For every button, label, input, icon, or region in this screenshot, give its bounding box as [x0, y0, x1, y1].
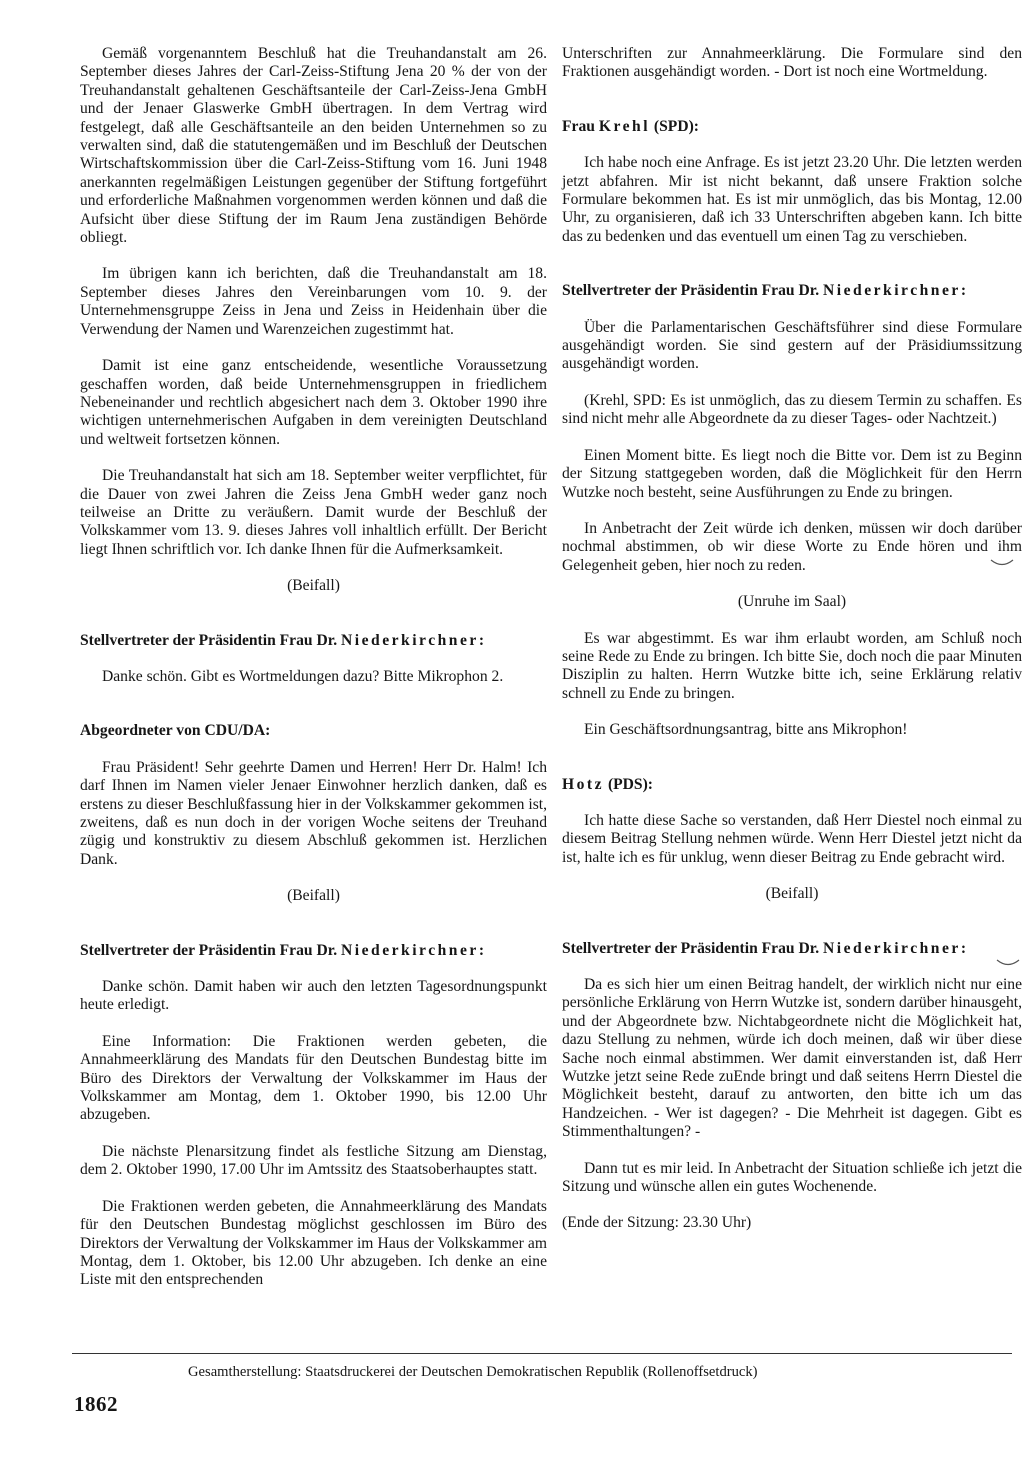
- speaker-name: Niederkirchner: [341, 631, 479, 649]
- speaker-heading: [80, 632, 547, 650]
- paragraph: Damit ist eine ganz entscheidende, wesentliche Voraussetzung geschaffen worden, daß beide Unternehmensgruppen in friedlichem Nebeneinander und rechtlich abgesichert nach dem 3. Oktober 1990 ihre wichtigen unternehmerischen Aufgaben in dem vereinigten Deutschland und weltweit fortsetzen können.: [80, 357, 547, 448]
- paragraph: Ein Geschäftsordnungsantrag, bitte ans Mikrophon!: [584, 721, 908, 739]
- paragraph-continued: Unterschriften zur Annahmeerklärung. Die Formulare sind den Fraktionen ausgehändigt worden. - Dort ist noch eine Wortmeldung.: [562, 45, 1022, 81]
- speaker-name: Niederkirchner: [823, 939, 961, 957]
- speaker-heading: [562, 118, 1022, 136]
- paragraph: Ich habe noch eine Anfrage. Es ist jetzt 23.20 Uhr. Die letzten werden jetzt abfahren. Mir ist nicht bekannt, daß unsere Fraktion solche Formulare bekommen hat. Es ist mir unmöglich, das bis Montag, 12.00 Uhr, zu organisieren, daß ich 33 Unterschriften abgeben kann. Ich bitte das zu bedenken und das eventuell um einen Tag zu verschieben.: [562, 154, 1022, 245]
- paragraph: Da es sich hier um einen Beitrag handelt, der wirklich nicht nur eine persönliche Erklärung von Herrn Wutzke ist, sondern darüber hinausgeht, und der Abgeordnete bzw. Nichtabgeordnete nicht die Möglichkeit hat, dazu Stellung zu nehmen, würde ich doch meinen, daß wir über diese Sache noch einmal abstimmen. Wer damit einverstanden ist, daß Herr Wutzke jetzt seine Rede zuEnde bringt und daß seitens Herrn Diestel die Möglichkeit besteht, darauf zu antworten, den bitte ich um das Handzeichen. - Wer ist dagegen? - Die Mehrheit ist dagegen. Gibt es Stimmenthaltungen? -: [562, 976, 1022, 1141]
- paragraph: Einen Moment bitte. Es liegt noch die Bitte vor. Dem ist zu Beginn der Sitzung stattgegeben worden, daß die Möglichkeit für den Herrn Wutzke noch besteht, seine Ausführungen zu Ende zu bringen.: [562, 446, 1022, 501]
- speaker-name: Niederkirchner: [341, 941, 479, 959]
- page-number: 1862: [74, 1392, 118, 1416]
- paragraph: Dann tut es mir leid. In Anbetracht der Situation schließe ich jetzt die Sitzung und wünsche allen ein gutes Wochenende.: [562, 1159, 1022, 1196]
- footer-rule: [72, 1353, 1012, 1354]
- speaker-role: Frau: [562, 117, 595, 135]
- paragraph: Danke schön. Gibt es Wortmeldungen dazu? Bitte Mikrophon 2.: [102, 667, 504, 685]
- margin-mark: [990, 557, 1014, 567]
- paragraph: (Krehl, SPD: Es ist unmöglich, das zu diesem Termin zu schaffen. Es sind nicht mehr alle Abgeordnete da zu dieser Tages- oder Nachtzeit.): [562, 391, 1022, 428]
- speaker-role: Stellvertreter der Präsidentin Frau Dr.: [80, 631, 338, 649]
- paragraph: Es war abgestimmt. Es war ihm erlaubt worden, am Schluß noch seine Rede zu Ende zu bringen. Ich bitte Sie, doch noch die paar Minuten Disziplin zu halten. Herrn Wutzke bitte ich, seine Erklärung relativ schnell zu Ende zu bringen.: [562, 629, 1022, 702]
- speaker-suffix: :: [478, 941, 485, 959]
- speaker-suffix: :: [478, 631, 485, 649]
- speaker-heading: [80, 942, 547, 960]
- paragraph: Die nächste Plenarsitzung findet als festliche Sitzung am Dienstag, dem 2. Oktober 1990, 17.00 Uhr im Amtssitz des Staatsoberhauptes statt.: [80, 1142, 547, 1179]
- speaker-suffix: (SPD):: [650, 117, 699, 135]
- speaker-role: Stellvertreter der Präsidentin Frau Dr.: [80, 941, 338, 959]
- margin-mark: [996, 957, 1020, 967]
- speaker-heading: [562, 776, 1022, 794]
- speaker-heading: [562, 282, 1022, 300]
- speaker-role: Stellvertreter der Präsidentin Frau Dr.: [562, 939, 820, 957]
- paragraph: Die Fraktionen werden gebeten, die Annahmeerklärung des Mandats für den Deutschen Bundestag möglichst geschlossen im Büro des Direktors der Verwaltung der Volkskammer im Haus der Volkskammer am Montag, dem 1. Oktober, bis 12.00 Uhr abzugeben. Ich denke an eine Liste mit den entsprechenden: [80, 1197, 547, 1289]
- interjection: (Beifall): [287, 887, 340, 905]
- speaker-heading: [80, 722, 547, 740]
- speaker-suffix: :: [960, 282, 967, 300]
- right-column: [562, 45, 1022, 1251]
- paragraph: Über die Parlamentarischen Geschäftsführer sind diese Formulare ausgehändigt worden. Sie sind gestern auf der Präsidiumssitzung ausgehändigt worden.: [562, 318, 1022, 373]
- speaker-heading: [562, 940, 1022, 958]
- printer-imprint: Gesamtherstellung: Staatsdruckerei der Deutschen Demokratischen Republik (Rollenoffsetdruck): [188, 1364, 758, 1380]
- interjection: (Unruhe im Saal): [737, 593, 847, 611]
- speaker-name: Hotz: [562, 775, 605, 793]
- speaker-suffix: :: [960, 939, 967, 957]
- left-column: [80, 45, 547, 1308]
- speaker-name: Krehl: [598, 117, 651, 135]
- paragraph: Frau Präsident! Sehr geehrte Damen und Herren! Herr Dr. Halm! Ich darf Ihnen im Namen vieler Jenaer Einwohner herzlich danken, daß es erstens zu dieser Beschlußfassung hier in der Volkskammer gekommen ist, zweitens, daß es nun doch in der vorigen Woche seitens der Treuhand zügig und konstruktiv zu diesem Abschluß gekommen ist. Herzlichen Dank.: [80, 758, 547, 868]
- speaker-name: Niederkirchner: [823, 282, 961, 300]
- paragraph: Gemäß vorgenanntem Beschluß hat die Treuhandanstalt am 26. September dieses Jahres der Carl-Zeiss-Stiftung Jena 20 % der von der Treuhandanstalt gehaltenen Geschäftsanteile der Carl-Zeiss-Jena GmbH und der Jenaer Glaswerke GmbH übertragen. In dem Vertrag wird festgelegt, daß alle Geschäftsanteile an den beiden Unternehmen so zu verwalten sind, daß die statutengemäßen und im Beschluß der Deutschen Wirtschaftskommission über die Carl-Zeiss-Stiftung vom 16. Juni 1948 anerkannten regelmäßigen Leistungen gegenüber der Stiftung fortgeführt und erforderliche Maßnahmen vorgenommen werden können und daß die Aufsicht über diese Stiftung der im Raum Jena zuständigen Behörde obliegt.: [80, 45, 547, 247]
- speaker-role: Stellvertreter der Präsidentin Frau Dr.: [562, 282, 820, 300]
- interjection: (Beifall): [765, 885, 819, 903]
- interjection: (Beifall): [287, 577, 340, 595]
- speaker-suffix: (PDS):: [604, 775, 653, 793]
- speaker-role: Abgeordneter von CDU/DA:: [80, 722, 271, 740]
- paragraph: Die Treuhandanstalt hat sich am 18. September weiter verpflichtet, für die Dauer von zwei Jahren die Zeiss Jena GmbH weder ganz noch teilweise an Dritte zu veräußern. Damit wurde der Beschluß der Volkskammer vom 13. 9. dieses Jahres voll inhaltlich erfüllt. Der Bericht liegt Ihnen schriftlich vor. Ich danke Ihnen für die Aufmerksamkeit.: [80, 467, 547, 558]
- paragraph: Ich hatte diese Sache so verstanden, daß Herr Diestel noch einmal zu diesem Beitrag Stellung nehmen würde. Wenn Herr Diestel jetzt nicht da ist, halte ich es für unklug, wenn dieser Beitrag zu Ende gebracht wird.: [562, 811, 1022, 866]
- paragraph: Danke schön. Damit haben wir auch den letzten Tagesordnungspunkt heute erledigt.: [80, 978, 547, 1014]
- paragraph: Eine Information: Die Fraktionen werden gebeten, die Annahmeerklärung des Mandats für den Deutschen Bundestag bitte im Büro des Direktors der Verwaltung der Volkskammer im Haus der Volkskammer am Montag, dem 1. Oktober 1990, bis 12.00 Uhr abzugeben.: [80, 1032, 547, 1124]
- session-end-note: (Ende der Sitzung: 23.30 Uhr): [562, 1214, 752, 1232]
- paragraph: In Anbetracht der Zeit würde ich denken, müssen wir doch darüber nochmal abstimmen, ob wir diese Worte zu Ende hören und ihm Gelegenheit geben, hier noch zu reden.: [562, 519, 1022, 574]
- paragraph: Im übrigen kann ich berichten, daß die Treuhandanstalt am 18. September dieses Jahres den Vereinbarungen vom 10. 9. der Unternehmensgruppe Zeiss in Jena und Zeiss in Heidenhain über die Verwendung der Namen und Warenzeichen zugestimmt hat.: [80, 265, 547, 338]
